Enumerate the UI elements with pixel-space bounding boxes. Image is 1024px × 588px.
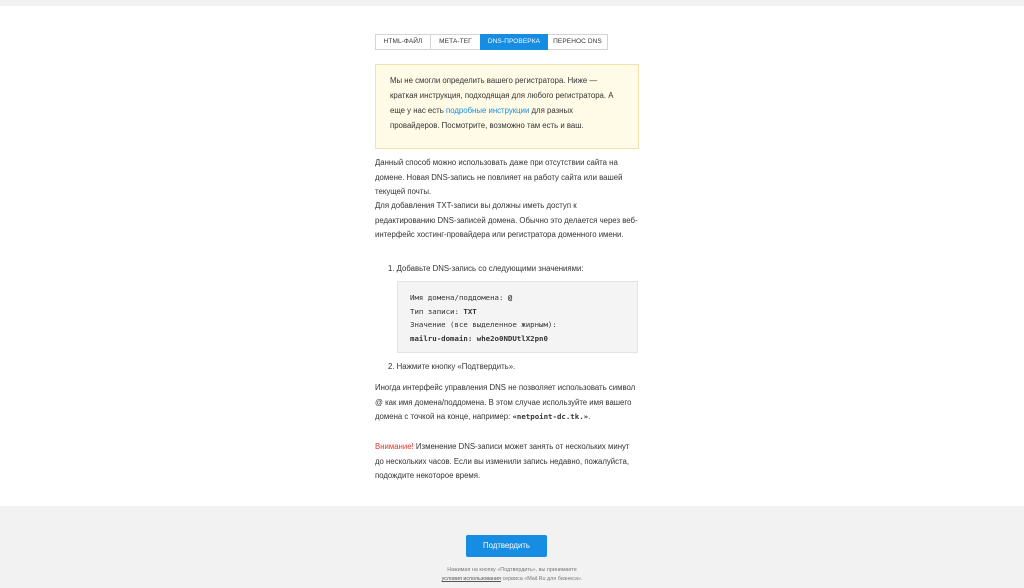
intro-paragraph-1: Данный способ можно использовать даже при отсутствии сайта на домене. Новая DNS-запись не повлияет на работу сайта или вашей текущей почты.: [375, 158, 623, 196]
dns-record-box: [397, 281, 638, 353]
terms-footnote: [362, 566, 662, 584]
confirm-button[interactable]: Подтвердить: [466, 535, 547, 557]
step-1: 1. Добавьте DNS-запись со следующими значениями:: [388, 264, 584, 273]
warning-text: Изменение DNS-записи может занять от нескольких минут до нескольких часов. Если вы изменили запись недавно, пожалуйста, подождите некоторое время.: [375, 442, 630, 480]
warning-label: Внимание!: [375, 442, 414, 451]
verification-method-tabs: [375, 34, 608, 50]
type-label: Тип записи:: [410, 306, 464, 316]
tab-dns-transfer[interactable]: ПЕРЕНОС DNS: [547, 34, 608, 50]
step-2: 2. Нажмите кнопку «Подтвердить».: [388, 362, 516, 371]
terms-of-use-link[interactable]: условия использования: [441, 576, 501, 582]
value-label: Значение (все выделенное жирным):: [410, 320, 557, 329]
notice-text-tail: для разных провайдеров. Посмотрите, возможно там есть и ваш.: [390, 106, 584, 130]
tab-dns-check[interactable]: DNS-ПРОВЕРКА: [480, 34, 548, 50]
type-value: TXT: [463, 306, 477, 316]
intro-paragraph-2: Для добавления TXT-записи вы должны иметь доступ к редактированию DNS-записей домена. Обычно это делается через веб-интерфейс хостинг-провайдера или регистратора доменного имени.: [375, 201, 638, 239]
type-row: [410, 305, 625, 319]
txt-record-value: mailru-domain: whe2o0NDUtlX2pn0: [410, 333, 548, 343]
warning-paragraph: [375, 440, 639, 484]
footnote-line-2: сервиса «Mail.Ru для бизнеса».: [500, 576, 583, 582]
domain-row: [410, 291, 625, 305]
hint-text: Иногда интерфейс управления DNS не позволяет использовать символ @ как имя домена/поддомена. В этом случае используйте имя вашего домена с точкой на конце, например:: [375, 383, 636, 421]
detailed-instructions-link[interactable]: подробные инструкции: [445, 106, 530, 115]
hint-paragraph: [375, 381, 639, 425]
hint-end: .: [588, 412, 591, 421]
domain-value: @: [507, 293, 513, 302]
domain-label: Имя домена/поддомена:: [410, 293, 508, 302]
top-strip: [0, 0, 1024, 6]
registrar-notice: [375, 64, 639, 149]
tab-html-file[interactable]: HTML-ФАЙЛ: [375, 34, 431, 50]
domain-example: «netpoint-dc.tk.»: [512, 412, 589, 421]
footnote-line-1: Нажимая на кнопку «Подтвердить», вы принимаете: [447, 567, 577, 573]
tab-meta-tag[interactable]: МЕТА-ТЕГ: [430, 34, 481, 50]
notice-text: Мы не смогли определить вашего регистратора. Ниже — краткая инструкция, подходящая для любого регистратора. А еще у нас есть: [390, 76, 614, 115]
